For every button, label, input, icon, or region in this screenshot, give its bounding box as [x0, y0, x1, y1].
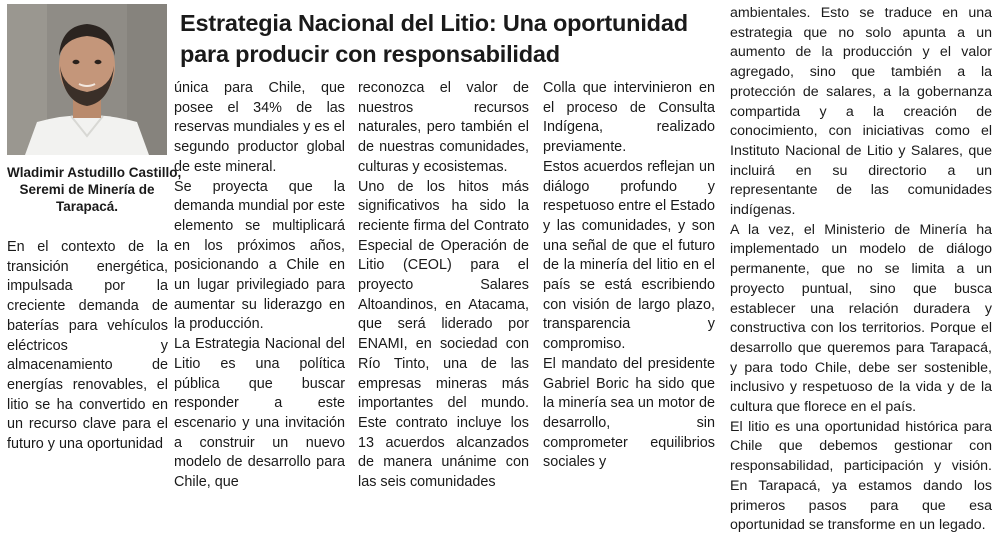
text-column-4 [543, 79, 715, 473]
paragraph: Uno de los hitos más significativos ha sido la reciente firma del Contrato Especial de Operación de Litio (CEOL) para el proyecto Salares Altoandinos, en Atacama, que será liderado por ENAMI, en sociedad con Río Tinto, una de las empresas mineras más importantes del mundo. Este contrato incluye los 13 acuerdos alcanzados de manera unánime con las seis comunidades [358, 178, 529, 491]
author-name: Wladimir Astudillo Castillo, [7, 165, 182, 180]
paragraph: Estos acuerdos reflejan un diálogo profundo y respetuoso entre el Estado y las comunidades, y son una señal de que el futuro de la minería del litio en el país se está escribiendo con visión de largo plazo, transparencia y compromiso. [543, 158, 715, 353]
paragraph: En el contexto de la transición energética, impulsada por la creciente demanda de baterías para vehículos eléctricos y almacenamiento de energías renovables, el litio se ha convertido en un recurso clave para el futuro y una oportunidad [7, 239, 168, 453]
author-role-line: Seremi de Minería de [19, 182, 155, 197]
paragraph: El mandato del presidente Gabriel Boric ha sido que la minería sea un motor de desarrollo, sin comprometer equilibrios sociales y [543, 355, 715, 471]
article-title-line: Estrategia Nacional del Litio: Una oportunidad [180, 10, 688, 36]
paragraph: Se proyecta que la demanda mundial por este elemento se multiplicará en los próximos años, posicionando a Chile en un lugar privilegiado para aumentar su liderazgo en la producción. [174, 178, 345, 333]
text-column-3 [358, 79, 529, 493]
paragraph: ambientales. Esto se traduce en una estrategia que no solo apunta a un aumento de la producción y el valor agregado, sino que también a la protección de salares, a la gobernanza compartida y a la creación de conocimiento, con iniciativas como el Instituto Nacional de Litio y Salares, que incluirá en su directorio a un representante de las comunidades indígenas. [730, 5, 992, 219]
author-role-line: Tarapacá. [55, 199, 119, 214]
text-column-5 [730, 4, 992, 536]
paragraph: reconozca el valor de nuestros recursos naturales, pero también el de nuestras comunidades, culturas y ecosistemas. [358, 80, 529, 175]
paragraph: La Estrategia Nacional del Litio es una política pública que buscar responder a este escenario y una invitación a construir un nuevo modelo de desarrollo para Chile, que [174, 336, 345, 491]
paragraph: única para Chile, que posee el 34% de las reservas mundiales y es el segundo productor global de este mineral. [174, 80, 345, 175]
paragraph: El litio es una oportunidad histórica para Chile que debemos gestionar con responsabilidad, participación y visión. En Tarapacá, ya estamos dando los primeros pasos para que esa oportunidad se transforme en un legado. [730, 418, 992, 534]
author-portrait-illustration [7, 4, 167, 155]
paragraph: A la vez, el Ministerio de Minería ha implementado un modelo de diálogo permanente, que no se limita a un proyecto puntual, sino que busca establecer una relación duradera y constructiva con los territorios. Porque el desarrollo que queremos para Tarapacá, y para todo Chile, debe ser sostenible, inclusivo y respetuoso de la vida y de la cultura que florece en el país. [730, 221, 992, 416]
text-column-2 [174, 79, 345, 493]
article-title [180, 8, 720, 70]
paragraph: Colla que intervinieron en el proceso de Consulta Indígena, realizado previamente. [543, 80, 715, 156]
author-photo [7, 4, 167, 155]
text-column-1 [7, 238, 168, 455]
article-title-line: para producir con responsabilidad [180, 41, 560, 67]
author-caption [7, 164, 182, 215]
